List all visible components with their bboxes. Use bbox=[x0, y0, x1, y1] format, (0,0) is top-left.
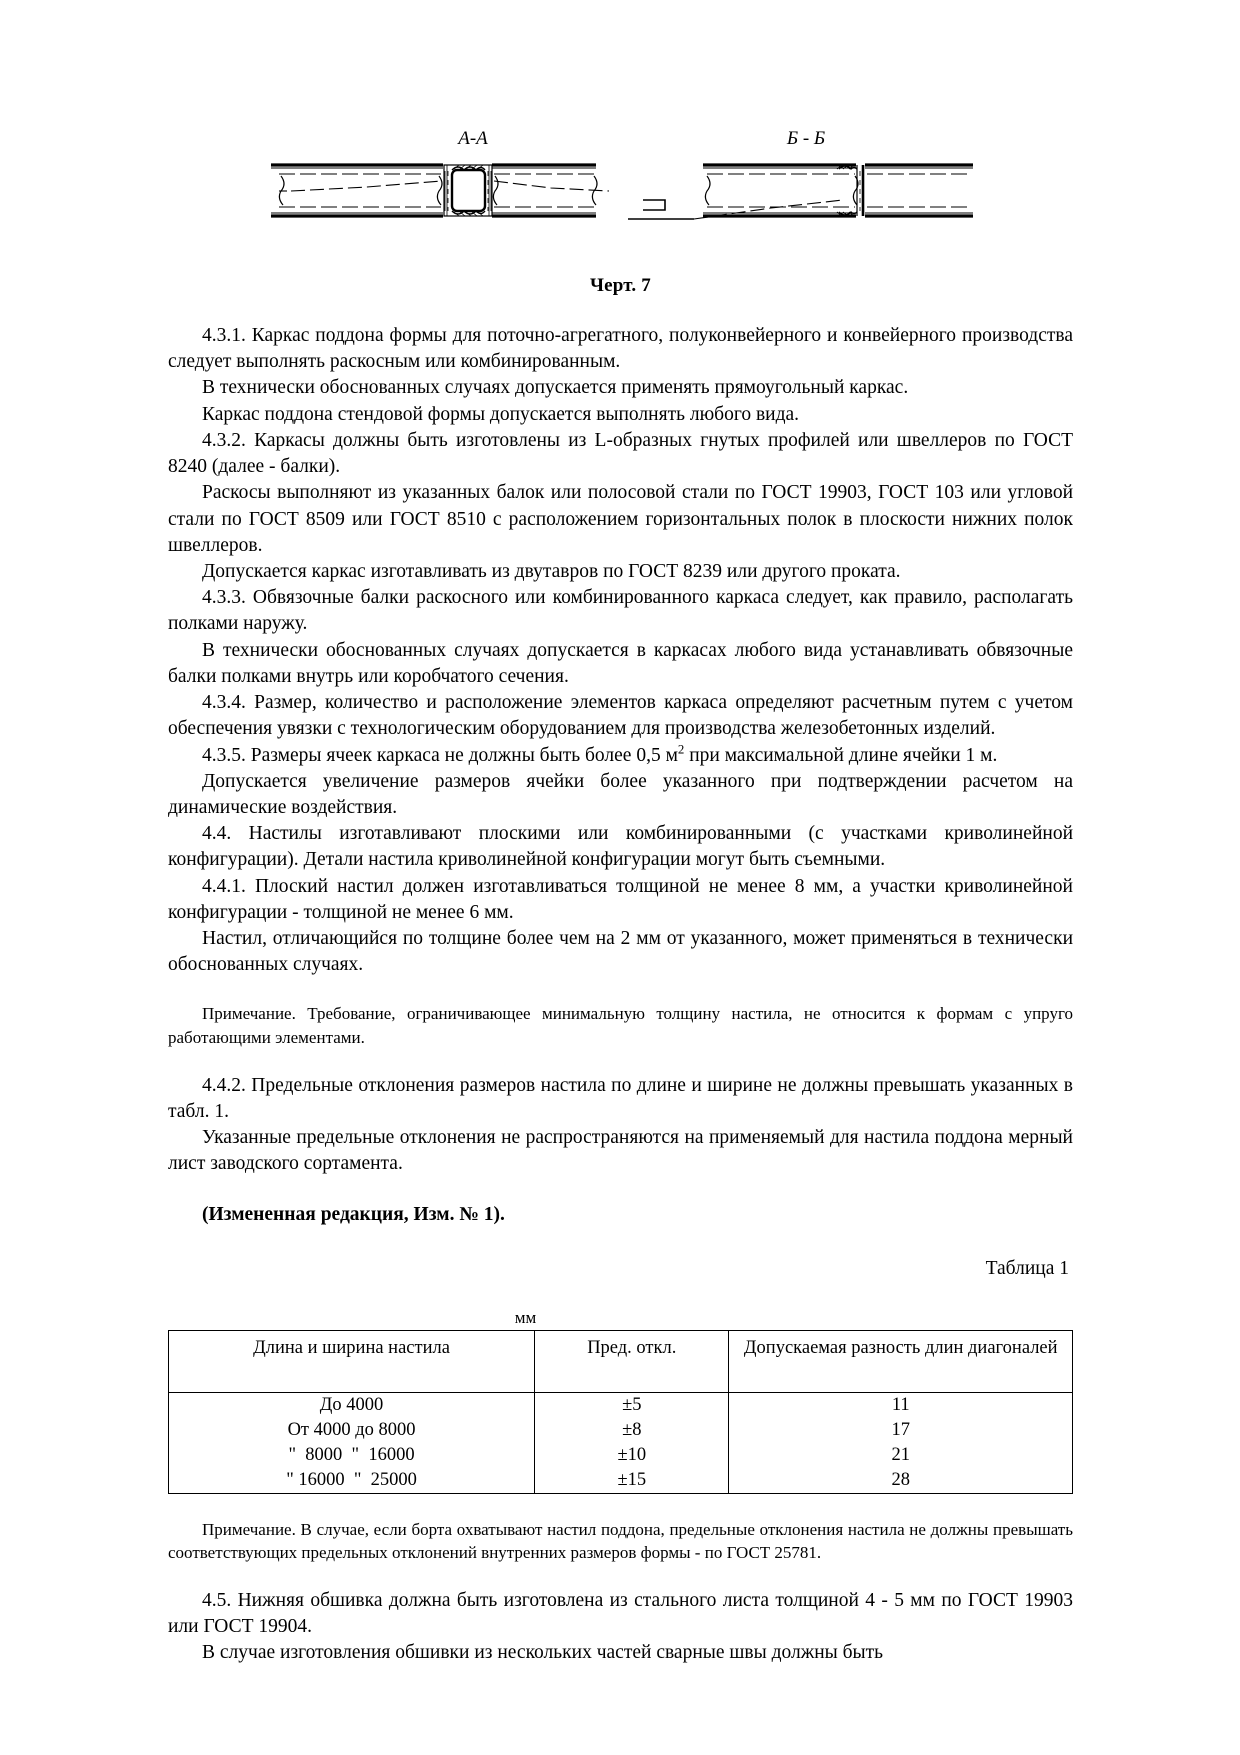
cell-deviation: ±8 bbox=[535, 1418, 729, 1443]
table-row bbox=[169, 1392, 1073, 1418]
revision-note: (Измененная редакция, Изм. № 1). bbox=[202, 1203, 505, 1225]
table-header-length-width: Длина и ширина настила bbox=[169, 1330, 535, 1392]
table-row bbox=[169, 1443, 1073, 1468]
paragraph-4-3-2: 4.3.2. Каркасы должны быть изготовлены из L-образных гнутых профилей или швеллеров по ГОСТ 8240 (далее - балки). bbox=[168, 429, 1073, 478]
section-label-b-b: Б - Б bbox=[786, 128, 825, 149]
paragraph-4-5-b: В случае изготовления обшивки из нескольких частей сварные швы должны быть bbox=[202, 1642, 884, 1664]
left-box-profile bbox=[444, 165, 492, 216]
paragraph-4-3-2-b: Раскосы выполняют из указанных балок или полосовой стали по ГОСТ 19903, ГОСТ 103 или угловой стали по ГОСТ 8509 или ГОСТ 8510 с расположением горизонтальных полок в плоскости нижних полок швеллеров. bbox=[168, 482, 1073, 556]
cell-size-range: " 16000 " 25000 bbox=[169, 1468, 535, 1494]
cell-diagonal: 17 bbox=[729, 1418, 1073, 1443]
table-row bbox=[169, 1468, 1073, 1494]
cell-deviation: ±10 bbox=[535, 1443, 729, 1468]
paragraph-4-4-1-b: Настил, отличающийся по толщине более чем на 2 мм от указанного, может применяться в технически обоснованных случаях. bbox=[168, 928, 1073, 976]
left-section-outline bbox=[271, 165, 596, 216]
right-section-outline bbox=[703, 165, 973, 216]
paragraph-4-3-1-b: В технически обоснованных случаях допускается применять прямоугольный каркас. bbox=[202, 377, 909, 399]
paragraph-4-3-5 bbox=[168, 743, 1073, 769]
cell-deviation: ±5 bbox=[535, 1392, 729, 1418]
right-rib-profile bbox=[837, 165, 863, 216]
paragraph-4-5: 4.5. Нижняя обшивка должна быть изготовлена из стального листа толщиной 4 - 5 мм по ГОСТ 19903 или ГОСТ 19904. bbox=[168, 1590, 1073, 1638]
figure-caption: Черт. 7 bbox=[590, 275, 651, 296]
table-head bbox=[169, 1330, 1073, 1392]
cell-diagonal: 21 bbox=[729, 1443, 1073, 1468]
spacer bbox=[168, 1494, 1073, 1518]
spacer bbox=[168, 1049, 1073, 1073]
paragraph-4-3-1-c: Каркас поддона стендовой формы допускается выполнять любого вида. bbox=[202, 403, 800, 425]
paragraph-4-3-5-post: при максимальной длине ячейки 1 м. bbox=[684, 744, 998, 766]
paragraph-4-3-1: 4.3.1. Каркас поддона формы для поточно-агрегатного, полуконвейерного и конвейерного производства следует выполнять раскосным или комбинированным. bbox=[168, 325, 1073, 373]
table-unit-label: мм bbox=[514, 1307, 537, 1327]
table-header-deviation: Пред. откл. bbox=[535, 1330, 729, 1392]
table-body bbox=[169, 1392, 1073, 1493]
spacer bbox=[168, 978, 1073, 1002]
body-text bbox=[168, 323, 1073, 1667]
paragraph-4-4-1: 4.4.1. Плоский настил должен изготавливаться толщиной не менее 8 мм, а участки криволинейной конфигурации - толщиной не менее 6 мм. bbox=[168, 875, 1073, 923]
left-hidden-lines bbox=[279, 174, 595, 207]
table-header-diagonal-difference: Допускаемая разность длин диагоналей bbox=[729, 1330, 1073, 1392]
note-board-coverage: Примечание. В случае, если борта охватывают настил поддона, предельные отклонения настила не должны превышать соответствующих предельных отклонений внутренних размеров формы - по ГОСТ 25781. bbox=[168, 1519, 1073, 1562]
paragraph-4-3-5-pre: 4.3.5. Размеры ячеек каркаса не должны быть более 0,5 м bbox=[202, 744, 678, 766]
page-content bbox=[168, 0, 1073, 1667]
cell-diagonal: 28 bbox=[729, 1468, 1073, 1494]
table-row bbox=[169, 1418, 1073, 1443]
figure-7 bbox=[168, 0, 1073, 297]
spacer bbox=[168, 1564, 1073, 1588]
note-thickness: Примечание. Требование, ограничивающее минимальную толщину настила, не относится к формам с упруго работающими элементами. bbox=[168, 1004, 1073, 1047]
cell-deviation: ±15 bbox=[535, 1468, 729, 1494]
square-meter-exponent: 2 bbox=[677, 742, 685, 756]
cross-section-drawing-svg bbox=[251, 118, 991, 248]
section-label-a-a: А-А bbox=[457, 128, 488, 149]
table-header-row bbox=[169, 1330, 1073, 1392]
channel-symbol-icon bbox=[628, 200, 694, 219]
cell-size-range: До 4000 bbox=[169, 1392, 535, 1418]
cell-size-range: От 4000 до 8000 bbox=[169, 1418, 535, 1443]
cell-size-range: " 8000 " 16000 bbox=[169, 1443, 535, 1468]
table-number-label: Таблица 1 bbox=[985, 1257, 1069, 1279]
figure-drawing bbox=[168, 118, 1073, 253]
paragraph-4-4-2: 4.4.2. Предельные отклонения размеров настила по длине и ширине не должны превышать указанных в табл. 1. bbox=[168, 1074, 1073, 1122]
paragraph-4-3-3-b: В технически обоснованных случаях допускается в каркасах любого вида устанавливать обвязочные балки полками внутрь или коробчатого сечения. bbox=[168, 639, 1073, 687]
paragraph-4-3-3: 4.3.3. Обвязочные балки раскосного или комбинированного каркаса следует, как правило, располагать полками наружу. bbox=[168, 587, 1073, 635]
paragraph-4-3-5-b: Допускается увеличение размеров ячейки более указанного при подтверждении расчетом на динамические воздействия. bbox=[168, 770, 1073, 818]
spacer bbox=[168, 1178, 1073, 1202]
paragraph-4-3-4: 4.3.4. Размер, количество и расположение элементов каркаса определяют расчетным путем с учетом обеспечения увязки с технологическим оборудованием для производства железобетонных изделий. bbox=[168, 692, 1073, 740]
right-hidden-lines bbox=[707, 174, 972, 207]
paragraph-4-3-2-c: Допускается каркас изготавливать из двутавров по ГОСТ 8239 или другого проката. bbox=[202, 560, 901, 582]
paragraph-4-4: 4.4. Настилы изготавливают плоскими или комбинированными (с участками криволинейной конфигурации). Детали настила криволинейной конфигурации могут быть съемными. bbox=[168, 823, 1073, 871]
deviation-table bbox=[168, 1330, 1073, 1494]
cell-diagonal: 11 bbox=[729, 1392, 1073, 1418]
paragraph-4-4-2-b: Указанные предельные отклонения не распространяются на применяемый для настила поддона мерный лист заводского сортамента. bbox=[168, 1127, 1073, 1175]
